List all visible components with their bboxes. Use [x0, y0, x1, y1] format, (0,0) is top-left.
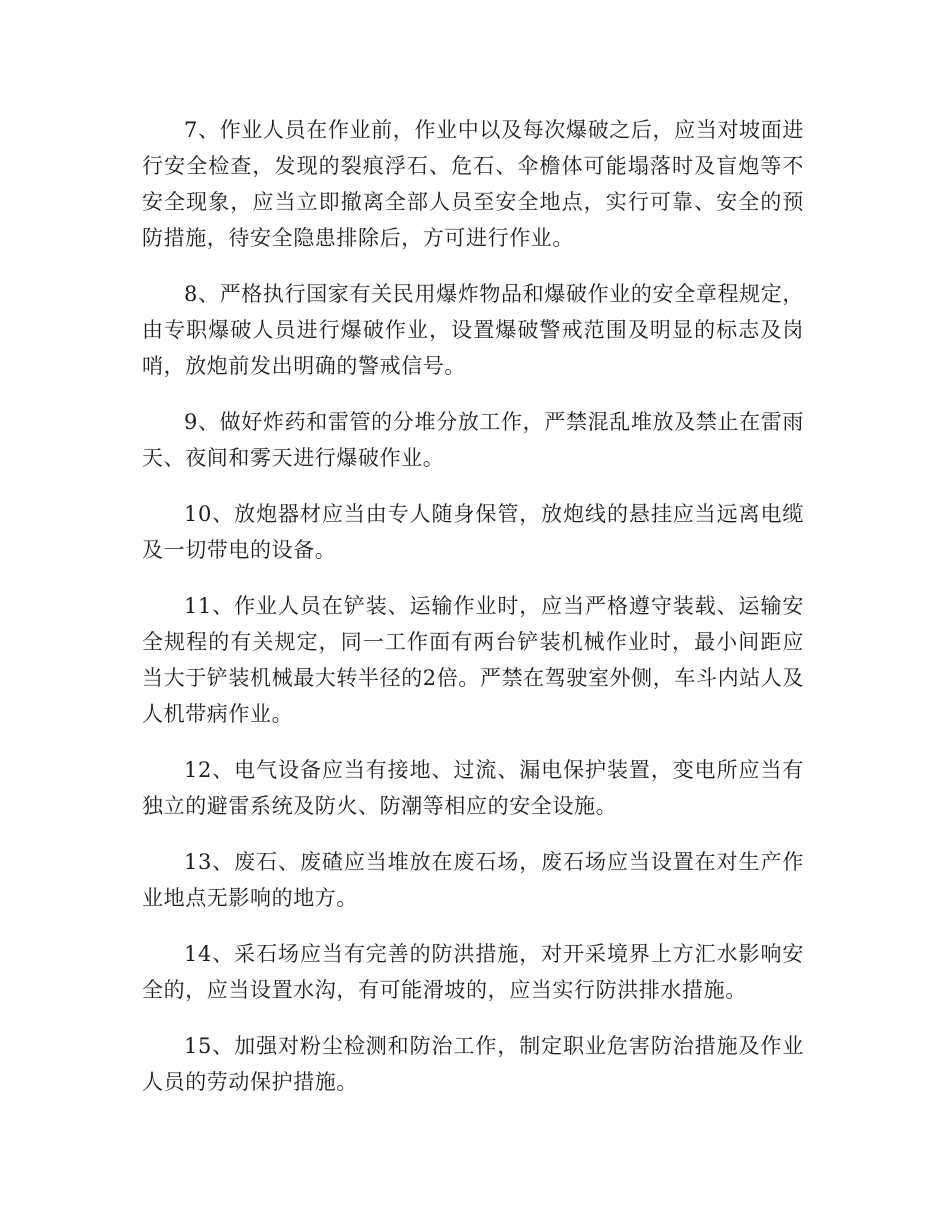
paragraph-item-15: 15、加强对粉尘检测和防治工作，制定职业危害防治措施及作业人员的劳动保护措施。	[142, 1034, 804, 1094]
paragraph-item-14: 14、采石场应当有完善的防洪措施，对开采境界上方汇水影响安全的，应当设置水沟，有可能滑坡的，应当实行防洪排水措施。	[142, 942, 804, 1002]
paragraph-item-8: 8、严格执行国家有关民用爆炸物品和爆破作业的安全章程规定，由专职爆破人员进行爆破作业，设置爆破警戒范围及明显的标志及岗哨，放炮前发出明确的警戒信号。	[142, 282, 804, 378]
paragraph-item-12: 12、电气设备应当有接地、过流、漏电保护装置，变电所应当有独立的避雷系统及防火、防潮等相应的安全设施。	[142, 758, 804, 818]
paragraph-item-11: 11、作业人员在铲装、运输作业时，应当严格遵守装载、运输安全规程的有关规定，同一工作面有两台铲装机械作业时，最小间距应当大于铲装机械最大转半径的2倍。严禁在驾驶室外侧，车斗内站人及人机带病作业。	[142, 594, 804, 726]
document-body	[142, 112, 804, 1120]
paragraph-item-13: 13、废石、废碴应当堆放在废石场，废石场应当设置在对生产作业地点无影响的地方。	[142, 850, 804, 910]
paragraph-item-9: 9、做好炸药和雷管的分堆分放工作，严禁混乱堆放及禁止在雷雨天、夜间和雾天进行爆破作业。	[142, 410, 804, 470]
paragraph-item-10: 10、放炮器材应当由专人随身保管，放炮线的悬挂应当远离电缆及一切带电的设备。	[142, 502, 804, 562]
paragraph-item-7: 7、作业人员在作业前，作业中以及每次爆破之后，应当对坡面进行安全检查，发现的裂痕浮石、危石、伞檐体可能塌落时及盲炮等不安全现象，应当立即撤离全部人员至安全地点，实行可靠、安全的预防措施，待安全隐患排除后，方可进行作业。	[142, 118, 804, 250]
